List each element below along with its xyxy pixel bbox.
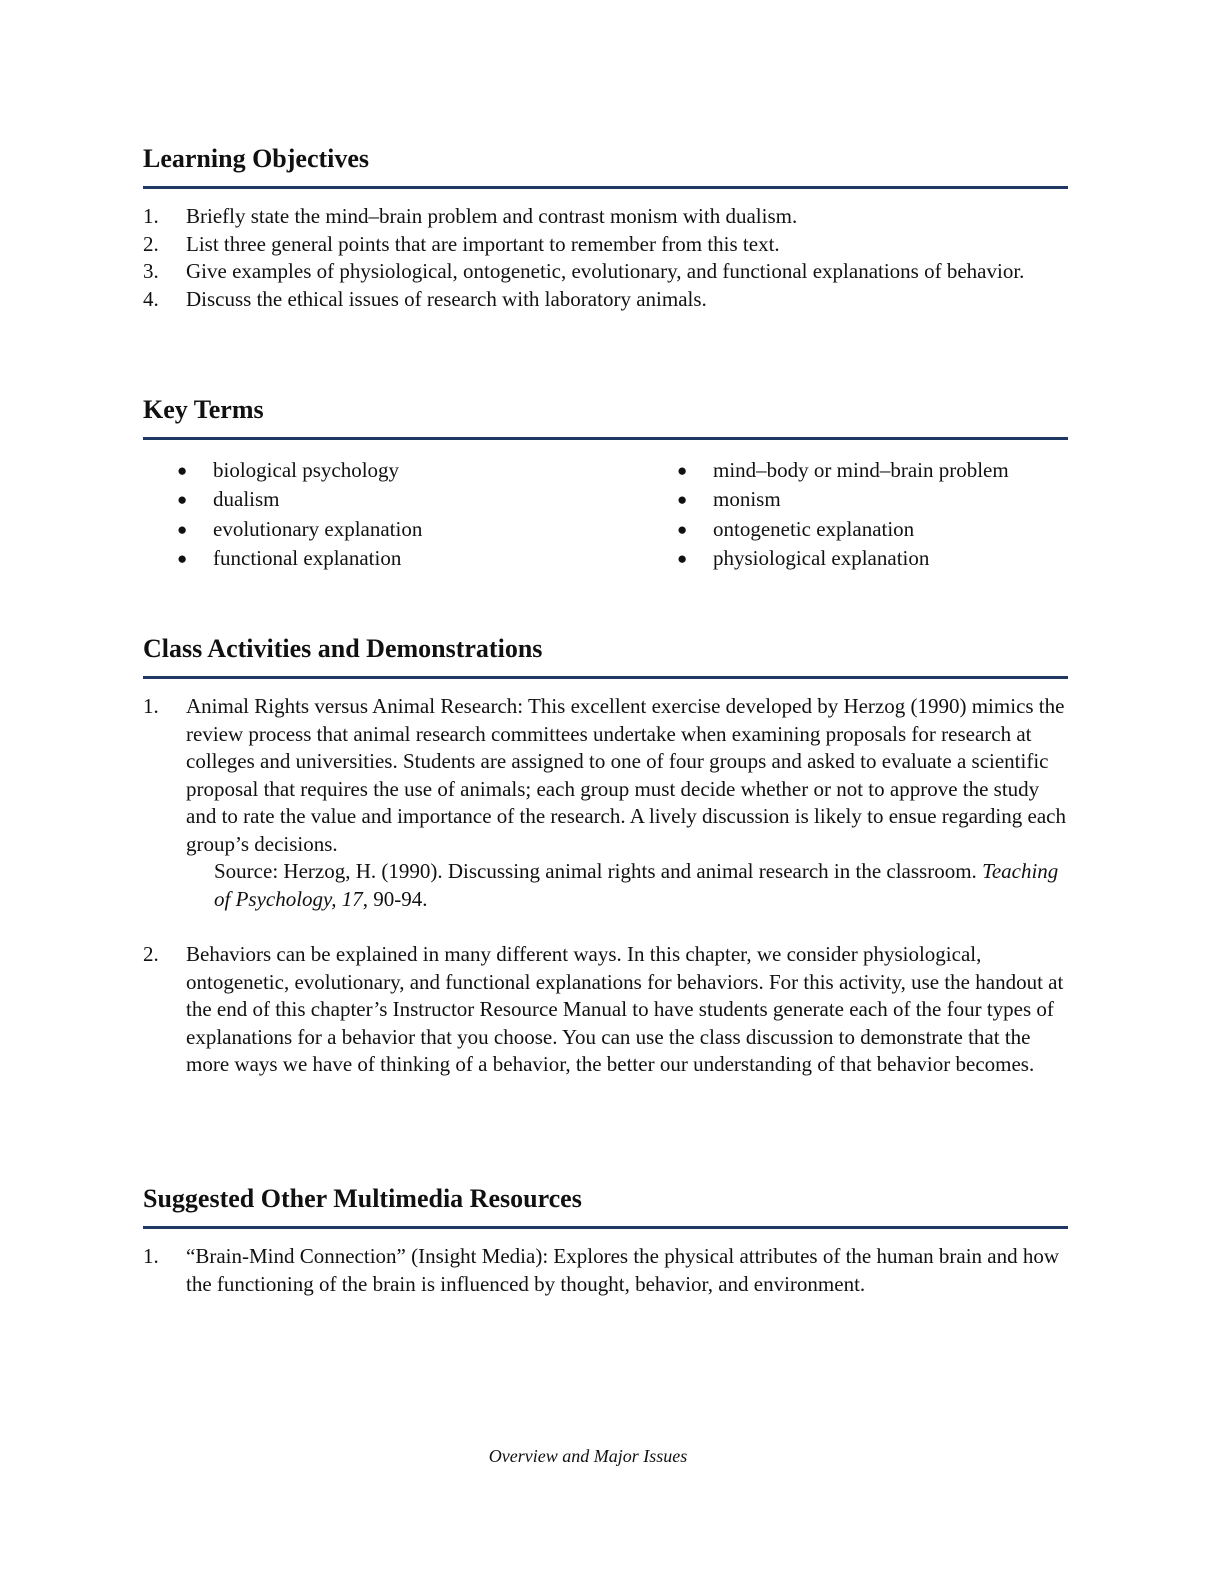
key-term-text: physiological explanation [713,545,930,570]
section-divider [143,1226,1068,1229]
item-text: List three general points that are important to remember from this text. [186,231,780,256]
key-terms-left-column [143,456,643,573]
key-term-text: functional explanation [213,545,402,570]
class-activities-section [143,634,1068,1079]
activity-item [143,941,1068,1079]
bullet-icon: ● [677,461,688,480]
key-term-item [643,515,1068,544]
key-term-item [643,456,1068,485]
source-suffix: , 90-94. [362,886,428,911]
learning-objectives-heading: Learning Objectives [143,144,370,173]
item-number: 1. [143,204,159,228]
source-citation [186,858,1068,913]
key-terms-columns [143,456,1068,573]
key-terms-heading: Key Terms [143,395,264,424]
objective-item [143,203,1068,231]
objective-item [143,231,1068,259]
source-journal: Teaching of Psychology, 17 [214,859,1059,911]
item-text: Discuss the ethical issues of research with laboratory animals. [186,286,707,311]
source-prefix: Source: Herzog, H. (1990). Discussing animal rights and animal research in the classroom. [214,859,983,883]
objective-item [143,258,1068,286]
bullet-icon: ● [677,519,688,539]
multimedia-section [143,1184,1068,1298]
key-term-item [143,515,643,544]
section-divider [143,437,1068,440]
item-text: Behaviors can be explained in many different ways. In this chapter, we consider physiological, ontogenetic, evolutionary, and functional explanations for behaviors. For this activity, use the handout at the end of this chapter’s Instructor Resource Manual to have students generate each of the four types of explanations for a behavior that you choose. You can use the class discussion to demonstrate that the more ways we have of thinking of a behavior, the better our understanding of that behavior becomes. [186,942,1064,1076]
key-term-text: dualism [213,487,280,512]
item-text: Give examples of physiological, ontogenetic, evolutionary, and functional explanations of behavior. [186,259,1025,283]
section-divider [143,676,1068,679]
bullet-icon: ● [677,490,688,510]
section-divider [143,186,1068,189]
bullet-icon: ● [177,519,188,539]
key-term-item [143,544,643,573]
item-number: 2. [143,231,159,256]
key-terms-right-column [643,456,1068,573]
multimedia-heading: Suggested Other Multimedia Resources [143,1184,582,1213]
key-term-text: ontogenetic explanation [713,516,915,541]
bullet-icon: ● [177,490,188,510]
key-term-item [643,544,1068,573]
learning-objectives-list [143,203,1068,313]
page-footer: Overview and Major Issues [488,1446,688,1466]
item-number: 3. [143,259,159,283]
key-term-text: evolutionary explanation [213,516,423,541]
item-number: 1. [143,1244,159,1268]
class-activities-heading: Class Activities and Demonstrations [143,634,543,663]
item-number: 2. [143,942,159,966]
learning-objectives-section [143,144,1068,313]
bullet-icon: ● [677,548,688,568]
item-number: 4. [143,286,159,311]
key-term-item [143,456,643,485]
multimedia-list [143,1243,1068,1298]
class-activities-list [143,693,1068,1079]
key-term-text: monism [713,487,781,512]
activity-item [143,693,1068,913]
item-number: 1. [143,694,159,718]
key-term-item [143,485,643,514]
bullet-icon: ● [177,461,188,480]
key-term-text: mind–body or mind–brain problem [713,458,1009,482]
bullet-icon: ● [177,548,188,568]
item-text: Animal Rights versus Animal Research: This excellent exercise developed by Herzog (1990) mimics the review process that animal research committees undertake when examining proposals for research at colleges and universities. Students are assigned to one of four groups and asked to evaluate a scientific proposal that requires the use of animals; each group must decide whether or not to approve the study and to rate the value and importance of the research. A lively discussion is likely to ensue regarding each group’s decisions. [186,694,1066,856]
item-text: “Brain-Mind Connection” (Insight Media): Explores the physical attributes of the human brain and how the functioning of the brain is influenced by thought, behavior, and environment. [186,1244,1060,1296]
key-terms-section [143,395,1068,573]
item-text: Briefly state the mind–brain problem and contrast monism with dualism. [186,204,798,228]
key-term-item [643,485,1068,514]
objective-item [143,286,1068,314]
multimedia-item [143,1243,1068,1298]
key-term-text: biological psychology [213,458,400,482]
